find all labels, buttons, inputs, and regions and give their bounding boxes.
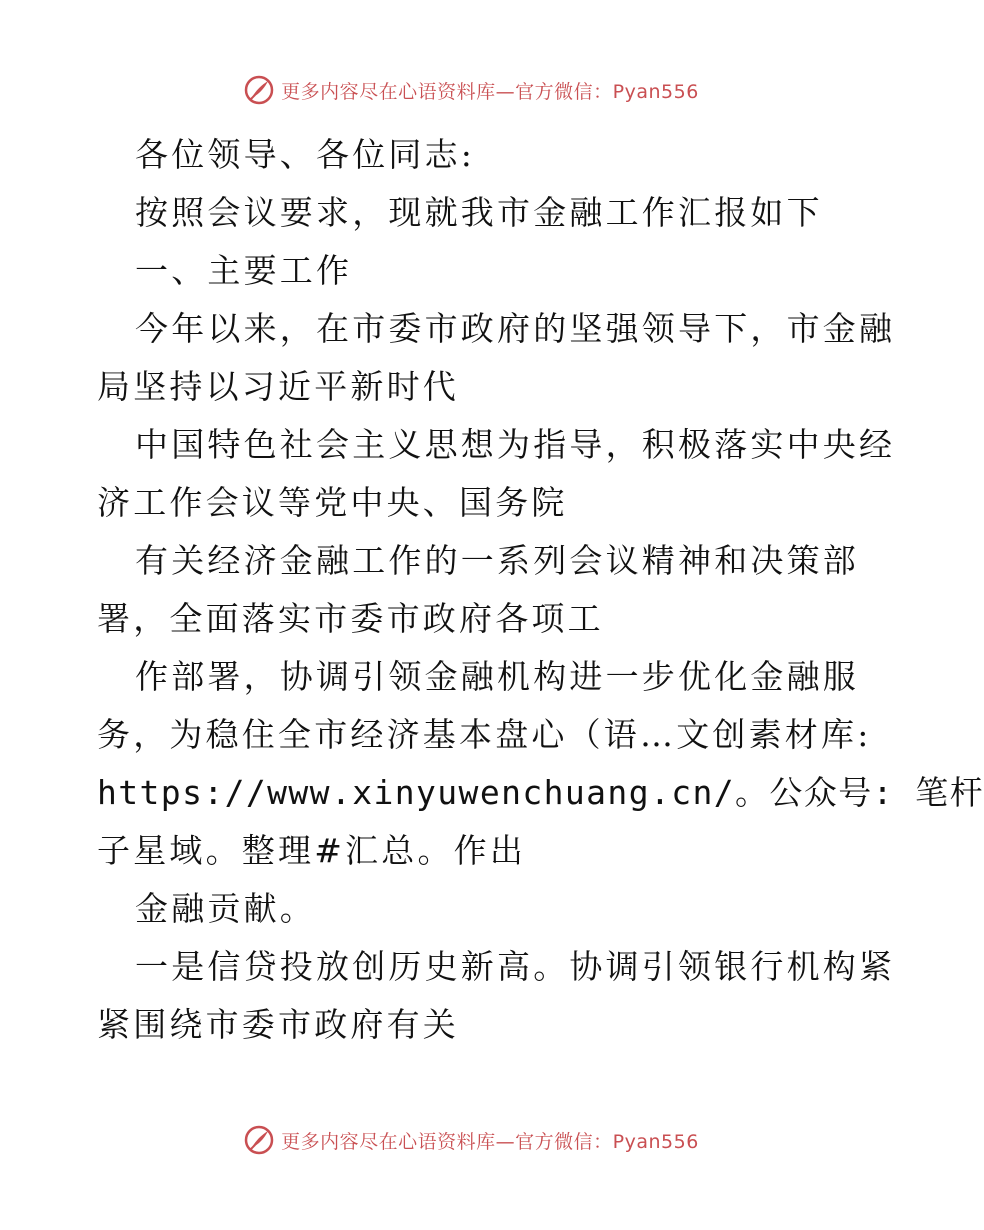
text-line: 济工作会议等党中央、国务院 xyxy=(97,483,568,522)
text-line: 金融贡献。 xyxy=(135,889,316,928)
text-line: 各位领导、各位同志: xyxy=(135,135,476,174)
text-line: 作部署，协调引领金融机构进一步优化金融服 xyxy=(135,657,859,696)
watermark-text: 更多内容尽在心语资料库—官方微信：Pyan556 xyxy=(281,80,699,103)
footer-watermark xyxy=(0,1120,950,1160)
quill-logo-icon xyxy=(243,1124,275,1156)
text-line: 子星域。整理#汇总。作出 xyxy=(97,831,527,870)
text-line: 今年以来，在市委市政府的坚强领导下，市金融 xyxy=(135,309,896,348)
watermark-text: 更多内容尽在心语资料库—官方微信：Pyan556 xyxy=(281,1130,699,1153)
text-line: 局坚持以习近平新时代 xyxy=(97,367,459,406)
text-line: 一是信贷投放创历史新高。协调引领银行机构紧 xyxy=(135,947,896,986)
text-line: 署，全面落实市委市政府各项工 xyxy=(97,599,604,638)
header-watermark xyxy=(0,70,950,110)
document-body xyxy=(97,126,984,1054)
text-line: 一、主要工作 xyxy=(135,251,353,290)
text-line: 紧围绕市委市政府有关 xyxy=(97,1005,459,1044)
text-line: 务，为稳住全市经济基本盘心（语…文创素材库: xyxy=(97,715,872,754)
quill-logo-icon xyxy=(243,74,275,106)
text-line: 有关经济金融工作的一系列会议精神和决策部 xyxy=(135,541,859,580)
text-line: 中国特色社会主义思想为指导，积极落实中央经 xyxy=(135,425,896,464)
text-line: https://www.xinyuwenchuang.cn/。公众号: 笔杆 xyxy=(97,773,984,812)
text-line: 按照会议要求，现就我市金融工作汇报如下 xyxy=(135,193,823,232)
